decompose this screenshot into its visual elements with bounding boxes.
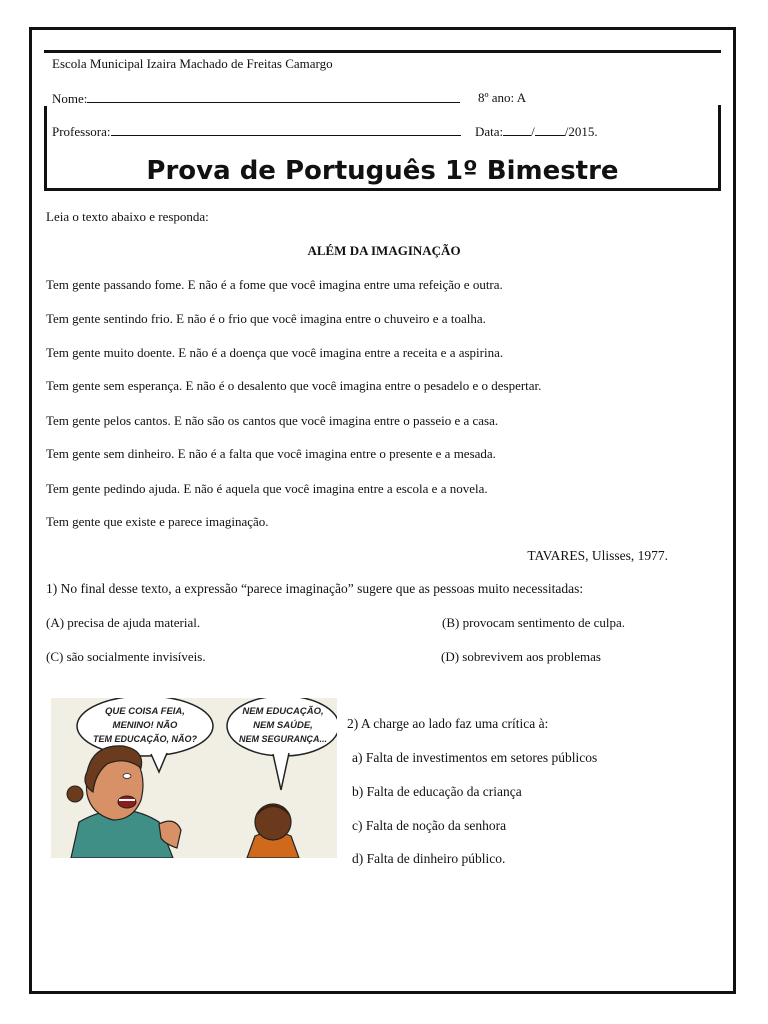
name-blank[interactable]: [87, 90, 460, 103]
question2-option-d[interactable]: d) Falta de dinheiro público.: [352, 851, 506, 866]
date-day-blank[interactable]: [503, 123, 531, 136]
text-line: Tem gente pelos cantos. E não são os cantos que você imagina entre o passeio e a casa.: [46, 413, 499, 428]
text-line: Tem gente passando fome. E não é a fome que você imagina entre uma refeição e outra.: [46, 277, 503, 292]
text-line: Tem gente sentindo frio. E não é o frio que você imagina entre o chuveiro e a toalha.: [46, 311, 486, 326]
question1-option-a[interactable]: (A) precisa de ajuda material.: [46, 615, 201, 630]
text-line: Tem gente sem esperança. E não é o desalento que você imagina entre o pesadelo e o despertar.: [46, 378, 542, 393]
bubble-right-line: NEM EDUCAÇÃO,: [242, 706, 324, 717]
teacher-blank[interactable]: [111, 123, 461, 136]
text-line: Tem gente muito doente. E não é a doença que você imagina entre a receita e a aspirina.: [46, 345, 504, 360]
teacher-field[interactable]: [52, 123, 461, 140]
bubble-left-line: QUE COISA FEIA,: [105, 706, 185, 717]
name-field[interactable]: [52, 90, 460, 107]
header-bottom-rule: [44, 188, 721, 191]
text-line: Tem gente que existe e parece imaginação.: [46, 514, 269, 529]
cartoon-image: [51, 698, 337, 858]
question2-option-a[interactable]: a) Falta de investimentos em setores públicos: [352, 750, 598, 765]
question2-option-b[interactable]: b) Falta de educação da criança: [352, 784, 522, 799]
header-top-rule: [44, 50, 721, 53]
bubble-right-line: NEM SEGURANÇA...: [238, 734, 328, 744]
bubble-left-line: TEM EDUCAÇÃO, NÃO?: [93, 734, 197, 744]
date-label: Data:: [475, 124, 504, 139]
text-title: ALÉM DA IMAGINAÇÃO: [307, 243, 461, 258]
question1-option-b[interactable]: (B) provocam sentimento de culpa.: [442, 615, 626, 630]
teacher-label: Professora:: [52, 124, 111, 139]
instructions: Leia o texto abaixo e responda:: [46, 209, 209, 224]
bubble-right-line: NEM SAÚDE,: [253, 720, 313, 731]
question2-option-c[interactable]: c) Falta de noção da senhora: [352, 818, 507, 833]
school-name: Escola Municipal Izaira Machado de Freitas Camargo: [52, 56, 333, 71]
date-separator: /: [531, 124, 535, 139]
question2-prompt: 2) A charge ao lado faz uma crítica à:: [347, 716, 549, 731]
date-month-blank[interactable]: [535, 123, 565, 136]
name-label: Nome:: [52, 91, 88, 106]
question1-prompt: 1) No final desse texto, a expressão “parece imaginação” sugere que as pessoas muito necessitadas:: [46, 581, 584, 596]
date-field[interactable]: [475, 123, 598, 140]
date-year: /2015.: [564, 124, 598, 139]
question1-option-d[interactable]: (D) sobrevivem aos problemas: [441, 649, 601, 664]
author-citation: TAVARES, Ulisses, 1977.: [527, 548, 668, 563]
grade-label: 8º ano: A: [478, 90, 527, 105]
exam-title: Prova de Português 1º Bimestre: [146, 156, 619, 186]
text-line: Tem gente sem dinheiro. E não é a falta que você imagina entre o presente e a mesada.: [46, 446, 496, 461]
question1-option-c[interactable]: (C) são socialmente invisíveis.: [46, 649, 206, 664]
text-line: Tem gente pedindo ajuda. E não é aquela que você imagina entre a escola e a novela.: [46, 481, 488, 496]
bubble-left-line: MENINO! NÃO: [112, 720, 178, 731]
